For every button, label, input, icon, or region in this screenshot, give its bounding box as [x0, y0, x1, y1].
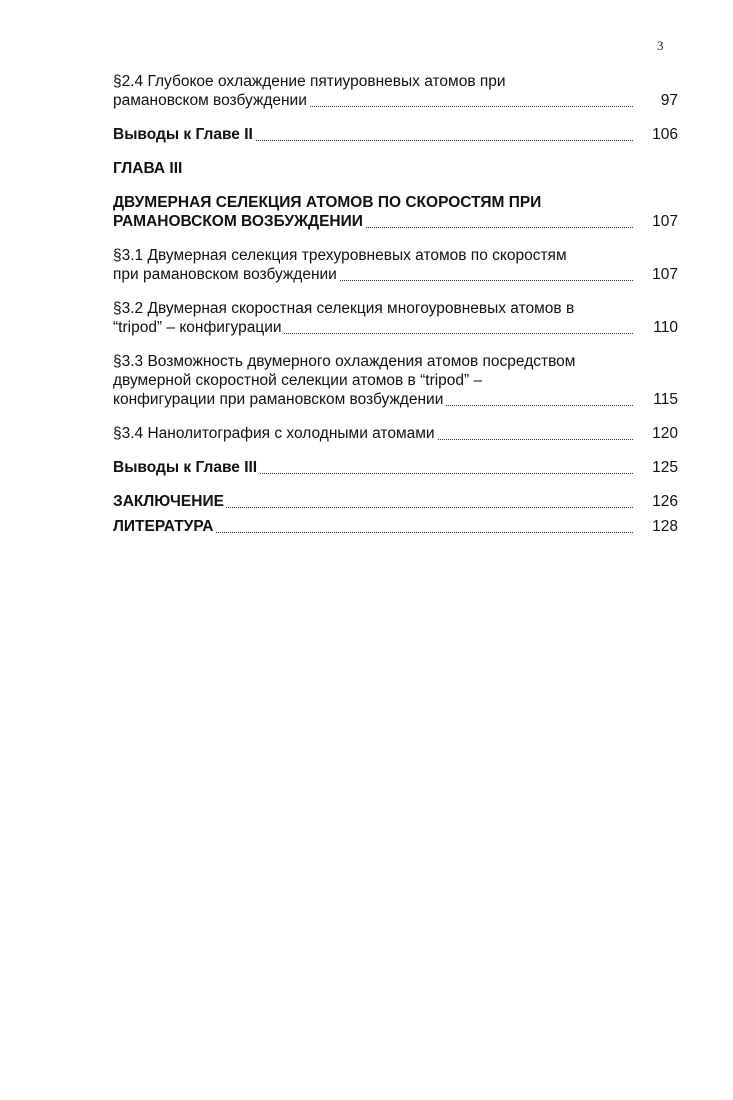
toc-entry-line: ДВУМЕРНАЯ СЕЛЕКЦИЯ АТОМОВ ПО СКОРОСТЯМ ПРИ: [113, 194, 542, 211]
chapter-label: ГЛАВА III: [113, 160, 183, 177]
toc-page-number: 125: [652, 459, 678, 476]
toc-page-number: 128: [652, 518, 678, 535]
toc-entry-conclusions-ch3[interactable]: [113, 458, 678, 477]
toc-entry-line: §3.2 Двумерная скоростная селекция многоуровневых атомов в: [113, 300, 575, 317]
toc-entry-line: РАМАНОВСКОМ ВОЗБУЖДЕНИИ: [113, 213, 363, 230]
toc-entry-label: Выводы к Главе II: [113, 126, 253, 143]
toc-page-number: 110: [653, 319, 678, 336]
toc-entry-label: ЛИТЕРАТУРА: [113, 518, 214, 535]
toc-entry-line: §2.4 Глубокое охлаждение пятиуровневых атомов при: [113, 73, 506, 90]
toc-page-number: 106: [652, 126, 678, 143]
toc-entry-line: конфигурации при рамановском возбуждении: [113, 391, 444, 408]
toc-page-number: 107: [652, 213, 678, 230]
toc-entry-conclusion[interactable]: [113, 492, 678, 511]
toc-entry-line: §3.1 Двумерная селекция трехуровневых атомов по скоростям: [113, 247, 567, 264]
toc-entry-3-3[interactable]: [113, 352, 678, 409]
table-of-contents: [113, 72, 678, 536]
toc-entry-3-4[interactable]: [113, 424, 678, 443]
toc-entry-label: ЗАКЛЮЧЕНИЕ: [113, 493, 224, 510]
toc-entry-3-1[interactable]: [113, 246, 678, 284]
page-number: 3: [657, 38, 664, 53]
toc-entry-3-2[interactable]: [113, 299, 678, 337]
toc-entry-literature[interactable]: [113, 517, 678, 536]
toc-entry-line: двумерной скоростной селекции атомов в “tripod” –: [113, 372, 483, 389]
toc-page-number: 115: [653, 391, 678, 408]
toc-entry-label: Выводы к Главе III: [113, 459, 258, 476]
toc-entry-line: §3.3 Возможность двумерного охлаждения атомов посредством: [113, 353, 576, 370]
toc-entry-conclusions-ch2[interactable]: [113, 125, 678, 144]
toc-entry-chapter3[interactable]: [113, 193, 678, 231]
toc-page-number: 107: [652, 266, 678, 283]
toc-entry-label: §3.4 Нанолитография с холодными атомами: [113, 425, 435, 442]
toc-page-number: 126: [652, 493, 678, 510]
toc-entry-line: при рамановском возбуждении: [113, 266, 337, 283]
toc-entry-line: рамановском возбуждении: [113, 92, 307, 109]
toc-entry-2-4[interactable]: [113, 72, 678, 110]
toc-page-number: 120: [652, 425, 678, 442]
toc-entry-line: “tripod” – конфигурации: [113, 319, 282, 336]
toc-page-number: 97: [660, 92, 678, 109]
